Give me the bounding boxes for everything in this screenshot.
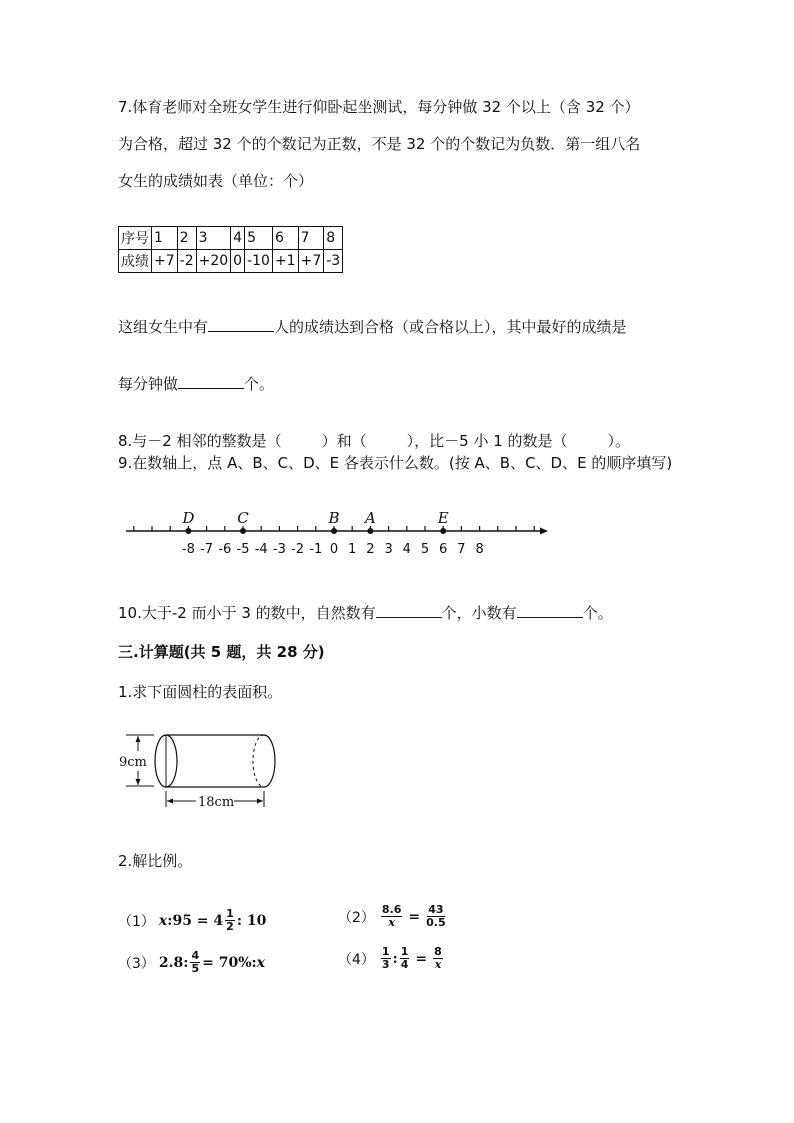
q7-line2: 为合格，超过 32 个的个数记为正数，不是 32 个的个数记为负数．第一组八名	[118, 135, 641, 153]
q7-answer2-before: 每分钟做	[118, 375, 179, 393]
tick-label: -1	[309, 542, 323, 557]
eq1-a: :95 = 4	[167, 912, 224, 929]
point-label-b: B	[328, 509, 340, 527]
q7-answer2-after: 个。	[244, 375, 275, 393]
eq1-fraction	[225, 908, 235, 933]
q7-line1: 7.体育老师对全班女学生进行仰卧起坐测试，每分钟做 32 个以上（含 32 个）	[118, 98, 640, 116]
tick-label: -5	[236, 542, 250, 557]
point-b	[331, 528, 337, 534]
fraction-denominator: 4	[400, 958, 409, 971]
q10-after: 个。	[582, 604, 613, 622]
table-cell: 7	[298, 227, 324, 250]
table-row	[119, 250, 343, 273]
table-row	[119, 227, 343, 250]
eq1-b: : 10	[236, 912, 267, 929]
eq2-fraction-right	[426, 904, 446, 929]
table-cell: -10	[245, 250, 273, 273]
q7-answer1-after: 人的成绩达到合格（或合格以上），其中最好的成绩是	[274, 318, 627, 336]
table-cell: 2	[177, 227, 196, 250]
tick-label: 7	[457, 542, 466, 557]
tick-label: 1	[348, 542, 357, 557]
table-cell: -2	[177, 250, 196, 273]
q7-answer-line2	[118, 373, 274, 394]
table-cell: 1	[152, 227, 178, 250]
fraction-numerator: 8.6	[381, 903, 402, 916]
equation-1	[118, 908, 266, 933]
eq3-label: （3）	[118, 955, 155, 972]
q8-part2: ）和（	[321, 432, 367, 450]
c2-text: 2.解比例。	[118, 852, 193, 870]
eq4-fraction-3	[433, 946, 443, 971]
tick-label: 4	[402, 542, 411, 557]
answer-blank[interactable]	[517, 603, 583, 618]
tick-label: 8	[475, 542, 484, 557]
q8-part1: 8.与－2 相邻的整数是（	[118, 432, 282, 450]
q7-answer1-before: 这组女生中有	[118, 318, 209, 336]
q10-before: 10.大于-2 而小于 3 的数中，自然数有	[118, 604, 376, 622]
table-cell: -3	[324, 250, 343, 273]
section-3-title: 三.计算题(共 5 题，共 28 分)	[118, 643, 325, 661]
equation-4	[338, 946, 445, 971]
table-cell: 6	[272, 227, 298, 250]
tick-label: -6	[218, 542, 232, 557]
fraction-numerator: 1	[381, 945, 390, 958]
arrow-head-icon	[257, 799, 263, 804]
point-c	[240, 528, 246, 534]
eq4-label: （4）	[338, 951, 375, 968]
table-cell: +20	[196, 250, 231, 273]
arrow-head-icon	[136, 779, 141, 785]
tick-label: -2	[291, 542, 305, 557]
point-a	[367, 528, 373, 534]
eq3-x: x	[256, 954, 266, 971]
point-label-d: D	[182, 509, 195, 527]
equation-3	[118, 950, 265, 975]
eq3-fraction	[190, 950, 200, 975]
q8-line	[118, 430, 630, 451]
q7-line3: 女生的成绩如表（单位：个）	[118, 172, 314, 190]
fraction-numerator: 1	[400, 945, 409, 958]
arrow-head-icon	[540, 528, 548, 535]
cylinder-right-end-front	[264, 735, 275, 787]
table-cell: +7	[152, 250, 178, 273]
tick-label: -4	[254, 542, 268, 557]
arrow-head-icon	[167, 799, 173, 804]
c1-text: 1.求下面圆柱的表面积。	[118, 683, 283, 701]
tick-label: -7	[200, 542, 214, 557]
fraction-numerator: 8	[434, 945, 442, 958]
length-label: 18cm	[198, 795, 235, 810]
table-cell: 3	[196, 227, 231, 250]
diameter-label: 9cm	[119, 755, 147, 770]
tick-label: 3	[384, 542, 393, 557]
q8-part3: ），比－5 小 1 的数是（	[406, 432, 568, 450]
eq2-equals: =	[408, 908, 421, 925]
arrow-head-icon	[136, 736, 141, 742]
point-label-c: C	[237, 509, 249, 527]
cylinder-right-end-hidden	[253, 735, 264, 787]
q7-answer-line1	[118, 316, 627, 337]
eq1-label: （1）	[118, 913, 155, 930]
answer-blank[interactable]	[178, 374, 244, 389]
table-cell: 0	[231, 250, 245, 273]
eq3-a: 2.8:	[158, 954, 189, 971]
fraction-numerator: 1	[226, 907, 234, 920]
fraction-denominator: x	[388, 916, 395, 929]
fraction-denominator: x	[434, 958, 442, 971]
cylinder-figure	[118, 731, 288, 811]
fraction-denominator: 0.5	[426, 916, 446, 929]
eq3-b: = 70%:	[202, 954, 257, 971]
tick-label: -3	[272, 542, 286, 557]
tick-label: 5	[420, 542, 430, 557]
eq1-x: x	[158, 912, 168, 929]
fraction-numerator: 4	[191, 949, 200, 962]
tick-label: 0	[329, 542, 339, 557]
table-cell: 5	[245, 227, 273, 250]
fraction-denominator: 3	[381, 958, 390, 971]
eq4-fraction-1	[381, 946, 391, 971]
fraction-numerator: 43	[428, 903, 444, 916]
point-label-e: E	[437, 509, 449, 527]
q9-text: 9.在数轴上，点 A、B、C、D、E 各表示什么数。(按 A、B、C、D、E 的顺序填写)	[118, 454, 673, 472]
tick-label: 6	[439, 542, 448, 557]
eq2-label: （2）	[338, 909, 375, 926]
score-table	[118, 226, 343, 273]
table-cell: +7	[298, 250, 324, 273]
table-cell: 4	[231, 227, 245, 250]
eq4-colon: :	[392, 950, 398, 967]
table-cell: +1	[272, 250, 298, 273]
q8-part4: ）。	[607, 432, 631, 450]
point-d	[185, 528, 191, 534]
table-cell: 成绩	[119, 250, 152, 273]
table-cell: 8	[324, 227, 343, 250]
point-label-a: A	[364, 509, 376, 527]
fraction-denominator: 5	[191, 962, 200, 975]
fraction-denominator: 2	[226, 920, 234, 933]
answer-blank[interactable]	[208, 317, 274, 332]
equation-2	[338, 904, 448, 929]
tick-label: -8	[181, 542, 195, 557]
eq2-fraction-left	[381, 904, 403, 929]
tick-label: 2	[366, 542, 375, 557]
q10-line	[118, 602, 613, 623]
point-e	[440, 528, 446, 534]
eq4-fraction-2	[400, 946, 410, 971]
answer-blank[interactable]	[376, 603, 442, 618]
table-cell: 序号	[119, 227, 152, 250]
number-line	[122, 506, 582, 566]
q10-middle: 个，小数有	[441, 604, 517, 622]
eq4-equals: =	[415, 950, 428, 967]
